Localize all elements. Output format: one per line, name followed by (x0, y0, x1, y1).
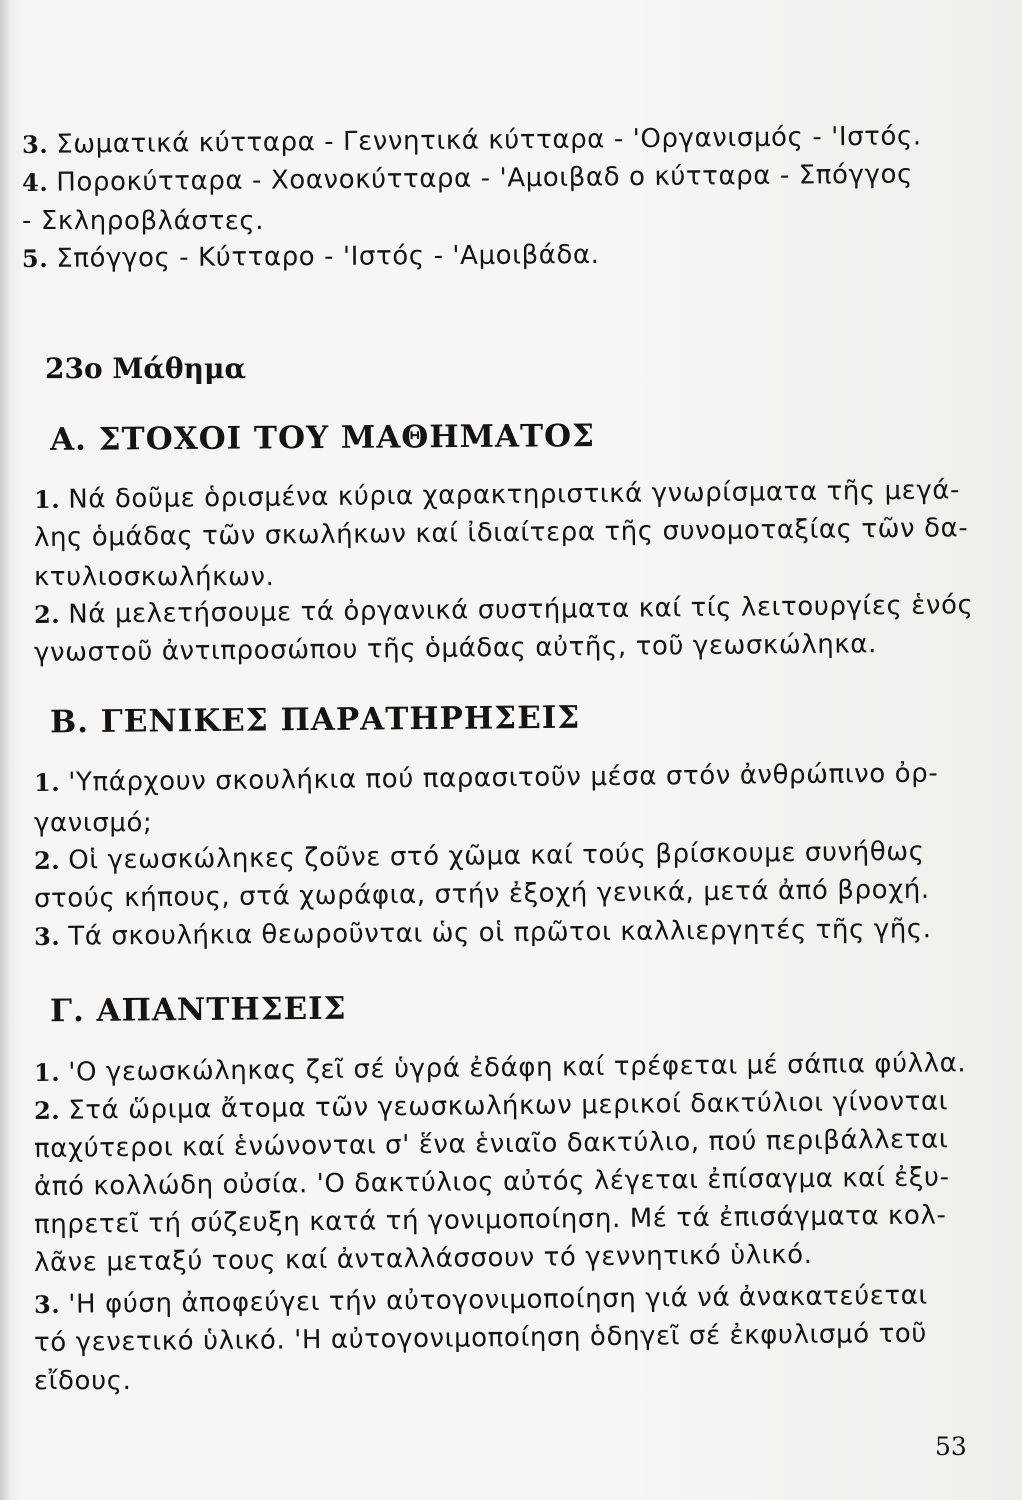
line-text: πηρετεῖ τή σύζευξη κατά τή γονιμοποίηση. Μέ τά ἐπισάγματα κολ- (33, 1200, 947, 1240)
section-a-line (34, 629, 877, 668)
line-text: γανισμό; (34, 808, 153, 838)
section-a-line (34, 475, 960, 515)
section-c-line (34, 1124, 948, 1164)
item-text: Ποροκύτταρα - Χοανοκύτταρα - 'Αμοιβαδ ο κύτταρα - Σπόγγος (56, 159, 914, 198)
item-number: 4. (21, 167, 49, 197)
line-text: Νά μελετήσουμε τά ὀργανικά συστήματα καί τίς λειτουργίες ἑνός (68, 590, 974, 630)
page-spine-shadow (0, 0, 10, 1500)
section-c-line (34, 1366, 131, 1396)
section-c-line (34, 1281, 928, 1320)
item-number: 2. (33, 1095, 61, 1125)
line-text: τό γενετικό ὑλικό. 'Η αὐτογονιμοποίηση ὁδηγεῖ σέ ἐκφυλισμό τοῦ (33, 1318, 928, 1358)
line-text: γνωστοῦ ἀντιπροσώπου τῆς ὁμάδας αὐτῆς, τοῦ γεωσκώληκα. (33, 629, 878, 668)
top-item-4 (22, 159, 913, 198)
line-text: 'Υπάρχουν σκουλήκια πού παρασιτοῦν μέσα στόν ἀνθρώπινο ὀρ- (68, 758, 939, 798)
top-item-5 (22, 240, 600, 274)
section-b-line (34, 759, 939, 798)
section-b-line (34, 808, 152, 838)
section-c-heading: Γ. ΑΠΑΝΤΗΣΕΙΣ (49, 990, 347, 1030)
section-c-line (34, 1086, 948, 1126)
line-text: ἀπό κολλώδη οὐσία. 'Ο δακτύλιος αὐτός λέγεται ἐπίσαγμα καί ἐξυ- (33, 1162, 950, 1202)
line-text: Στά ὥριμα ἄτομα τῶν γεωσκωλήκων μερικοί δακτύλιοι γίνονται (68, 1086, 949, 1126)
item-number: 2. (33, 599, 61, 629)
section-a-heading: Α. ΣΤΟΧΟΙ ΤΟΥ ΜΑΘΗΜΑΤΟΣ (49, 418, 596, 458)
line-text: Νά δοῦμε ὁρισμένα κύρια χαρακτηριστικά γνωρίσματα τῆς μεγά- (68, 475, 961, 515)
page-number: 53 (935, 1432, 967, 1461)
section-c-line (34, 1200, 947, 1240)
line-text: εἴδους. (34, 1366, 132, 1396)
item-number: 1. (33, 484, 61, 514)
item-number: 5. (21, 243, 49, 273)
item-number: 2. (33, 845, 61, 875)
item-text: Σωματικά κύτταρα - Γεννητικά κύτταρα - 'Οργανισμός - 'Ιστός. (56, 121, 922, 160)
top-item-3 (22, 121, 922, 160)
section-b-line (34, 914, 932, 952)
item-text: Σπόγγος - Κύτταρο - 'Ιστός - 'Αμοιβάδα. (56, 239, 600, 274)
line-text: στούς κήπους, στά χωράφια, στήν ἐξοχή γενικά, μετά ἀπό βροχή. (33, 874, 930, 914)
section-c-line (34, 1319, 927, 1358)
section-a-line (34, 562, 274, 592)
line-text: παχύτεροι καί ἑνώνονται σ' ἕνα ἑνιαῖο δακτύλιο, πού περιβάλλεται (33, 1124, 949, 1164)
section-a-line (34, 590, 974, 630)
section-c-line (34, 1240, 813, 1278)
line-text: 'Η φύση ἀποφεύγει τήν αὐτογονιμοποίηση γιά νά ἀνακατεύεται (68, 1280, 928, 1320)
section-c-line (34, 1162, 950, 1202)
line-text: λης ὁμάδας τῶν σκωλήκων καί ἰδιαίτερα τῆς συνομοταξίας τῶν δα- (33, 513, 969, 553)
section-b-heading: Β. ΓΕΝΙΚΕΣ ΠΑΡΑΤΗΡΗΣΕΙΣ (49, 699, 581, 741)
section-b-line (34, 875, 930, 914)
line-text: κτυλιοσκωλήκων. (34, 562, 275, 592)
section-b-line (34, 837, 925, 876)
section-a-line (34, 513, 969, 553)
item-number: 3. (33, 1289, 61, 1319)
item-number: 1. (33, 1057, 61, 1087)
item-number: 1. (33, 767, 61, 797)
section-c-line (34, 1048, 967, 1088)
line-text: Τά σκουλήκια θεωροῦνται ὡς οἱ πρῶτοι καλλιεργητές τῆς γῆς. (68, 914, 932, 952)
item-number: 3. (21, 129, 49, 159)
lesson-title: 23ο Μάθημα (45, 352, 247, 385)
line-text: 'Ο γεωσκώληκας ζεῖ σέ ὑγρά ἐδάφη καί τρέφεται μέ σάπια φύλλα. (68, 1048, 967, 1088)
line-text: λᾶνε μεταξύ τους καί ἀνταλλάσσουν τό γεννητικό ὑλικό. (33, 1239, 813, 1278)
top-item-4-cont (22, 206, 264, 236)
item-number: 3. (33, 921, 61, 951)
item-text: - Σκληροβλάστες. (22, 206, 265, 236)
line-text: Οἱ γεωσκώληκες ζοῦνε στό χῶμα καί τούς βρίσκουμε συνήθως (68, 836, 925, 876)
